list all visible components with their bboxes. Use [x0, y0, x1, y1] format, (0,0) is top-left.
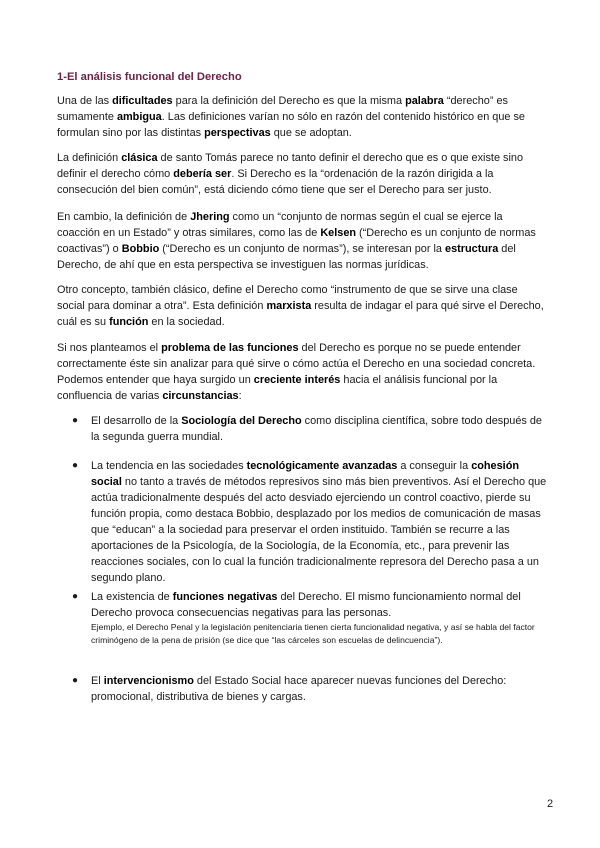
bullet-icon: ●	[72, 415, 79, 426]
page-number: 2	[547, 798, 554, 810]
paragraph-jhering: En cambio, la definición de Jhering como un “conjunto de normas según el cual se ejerce la coacción en un Estado” y otras similares, como las de Kelsen (“Derecho es un conjunto de normas coactivas”) o Bobbio (“Derecho es un conjunto de normas”), se interesan por la estructura del Derecho, de ahí que en esta perspectiva se investiguen las normas jurídicas.	[57, 211, 536, 271]
paragraph-marxista: Otro concepto, también clásico, define el Derecho como “instrumento de que se sirve una clase social para dominar a otra”. Esta definición marxista resulta de indagar el para qué sirve el Derecho, cuál es su función en la sociedad.	[57, 284, 544, 328]
example-note: Ejemplo, el Derecho Penal y la legislación penitenciaria tienen cierta funcionalidad negativa, y así se habla del factor criminógeno de la pena de prisión (se dice que “las cárceles son escuelas de delincuencia”).	[91, 622, 535, 645]
paragraph-funciones: Si nos planteamos el problema de las funciones del Derecho es porque no se puede entender correctamente éste sin analizar para qué sirve o cómo actúa el Derecho en una sociedad concreta. Podemos entender que haya surgido un creciente interés hacia el análisis funcional por la confluencia de varias circunstancias:	[57, 342, 536, 402]
section-title: 1-El análisis funcional del Derecho	[57, 71, 242, 83]
list-item-text: El intervencionismo del Estado Social hace aparecer nuevas funciones del Derecho: promocional, distributiva de bienes y cargas.	[91, 675, 507, 703]
list-item-text: La tendencia en las sociedades tecnológicamente avanzadas a conseguir la cohesión social no tanto a través de métodos represivos sino más bien preventivos. Así el Derecho que actúa tradicionalmente después del acto desviado ejerciendo un control coactivo, pierde su función propia, como destaca Bobbio, desplazado por los medios de comunicación de masas que “educan” a la sociedad para preservar el orden instituido. También se recurre a las aportaciones de la Psicología, de la Sociología, de la Economía, etc., para prevenir las reacciones sociales, con lo cual la función tradicionalmente represora del Derecho pasa a un segundo plano.	[91, 460, 547, 584]
bullet-icon: ●	[72, 591, 79, 602]
paragraph-clasica: La definición clásica de santo Tomás parece no tanto definir el derecho que es o que existe sino definir el derecho cómo debería ser. Si Derecho es la “ordenación de la razón dirigida a la consecución del bien común”, está diciendo cómo tiene que ser el Derecho para ser justo.	[57, 152, 524, 196]
list-item-text: La existencia de funciones negativas del Derecho. El mismo funcionamiento normal del Derecho provoca consecuencias negativas para las personas. Ejemplo, el Derecho Penal y la legislación penitenciaria tienen cierta funcionalidad negativa, y así se habla del factor criminógeno de la pena de prisión (se dice que “las cárceles son escuelas de delincuencia”).	[91, 589, 548, 647]
bullet-icon: ●	[72, 675, 79, 686]
paragraph-dificultades: Una de las dificultades para la definición del Derecho es que la misma palabra “derecho” es sumamente ambigua. Las definiciones varían no sólo en razón del contenido histórico en que se formulan sino por las distintas perspectivas que se adoptan.	[57, 95, 525, 139]
list-item-text: El desarrollo de la Sociología del Derecho como disciplina científica, sobre todo después de la segunda guerra mundial.	[91, 415, 542, 443]
bullet-icon: ●	[72, 460, 79, 471]
